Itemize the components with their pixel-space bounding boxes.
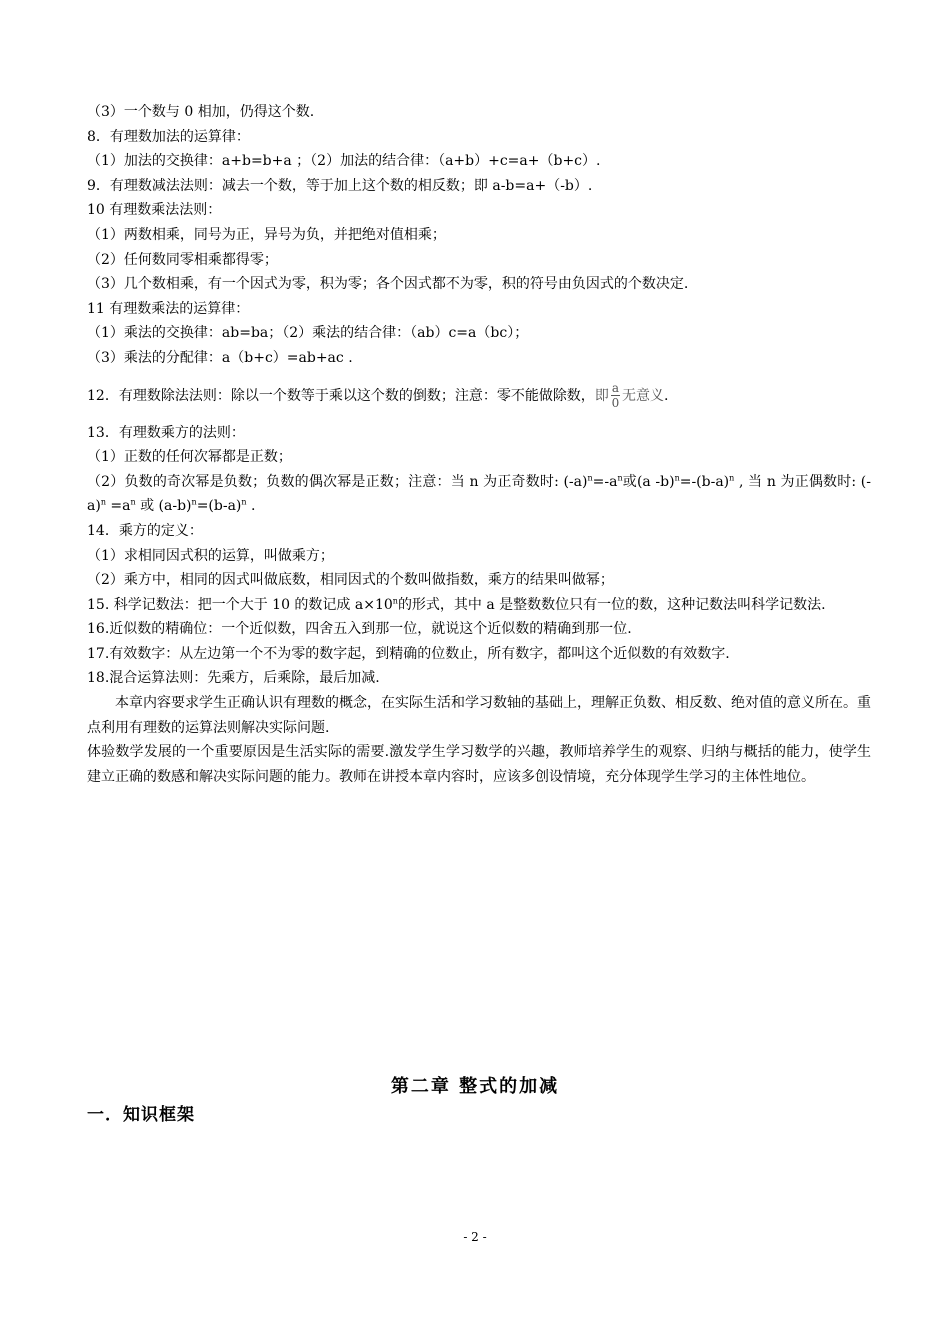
scientific-notation-rule [87,593,871,618]
division-rule-end: . [663,387,669,404]
text-line: 11 有理数乘法的运算律： [87,300,250,317]
exponent: n [674,473,680,483]
text-line: （1）正数的任何次幂都是正数； [87,449,292,466]
division-rule-line [87,371,871,421]
text-line: 17.有效数字：从左边第一个不为零的数字起，到精确的位数止，所有数字，都叫这个近似数的有效数字. [87,645,730,662]
fraction-denominator: 0 [611,396,620,411]
power-text: , 当 n 为正偶数时: (-a) [87,473,871,515]
text-line: 16.近似数的精确位：一个近似数，四舍五入到那一位，就说这个近似数的精确到那一位. [87,621,632,638]
text-line: 9．有理数减法法则：减去一个数，等于加上这个数的相反数；即 a-b=a+（-b）. [87,177,593,194]
fraction-numerator: a [611,381,619,396]
power-rule-note [87,470,871,519]
text-line: （2）乘方中，相同的因式叫做底数，相同因式的个数叫做指数，乘方的结果叫做幂； [87,572,614,589]
power-text: =-(b-a) [679,473,730,490]
text-line: （3）乘法的分配律：a（b+c）=ab+ac . [87,349,353,366]
exponent: n [587,473,593,483]
text-line: （1）乘法的交换律：ab=ba；（2）乘法的结合律：（ab）c=a（bc）； [87,325,529,342]
power-text: =a [105,498,131,515]
text-line: 10 有理数乘法法则： [87,202,222,219]
summary-paragraph: 本章内容要求学生正确认识有理数的概念，在实际生活和学习数轴的基础上，理解正负数、相反数、绝对值的意义所在。重点利用有理数的运算法则解决实际问题. [87,695,871,736]
text-line: 18.混合运算法则：先乘方，后乘除，最后加减. [87,670,380,687]
power-text: . [246,498,256,515]
power-text: 或 (a-b) [135,498,192,515]
exponent: n [392,596,398,606]
power-text: =-a [592,473,618,490]
exponent: n [100,497,106,507]
exponent: n [617,473,623,483]
page-content [87,100,871,789]
division-rule-text: 12．有理数除法法则：除以一个数等于乘以这个数的倒数；注意：零不能做除数， [87,387,595,404]
section-heading: 一．知识框架 [87,1105,195,1125]
fraction-a-over-0 [611,381,620,410]
page-number: - 2 - [463,1230,487,1244]
text-line: 8．有理数加法的运算律： [87,128,250,145]
division-note-prefix: 即 [594,387,609,404]
power-text: 或(a -b) [622,473,675,490]
power-text: =(b-a) [196,498,242,515]
text-line: （1）求相同因式积的运算，叫做乘方； [87,547,334,564]
chapter-title: 第二章 整式的加减 [390,1076,560,1097]
text-line: 14．乘方的定义： [87,522,203,539]
text-line: （3）几个数相乘，有一个因式为零，积为零；各个因式都不为零，积的符号由负因式的个数决定. [87,276,689,293]
division-note [594,381,664,411]
exponent: n [729,473,735,483]
power-text: （2）负数的奇次幂是负数；负数的偶次幂是正数；注意：当 n 为正奇数时: (-a) [87,473,588,490]
exponent: n [130,497,136,507]
division-note-suffix: 无意义 [621,387,664,404]
summary-paragraph: 体验数学发展的一个重要原因是生活实际的需要.激发学生学习数学的兴趣，教师培养学生的观察、归纳与概括的能力，使学生建立正确的数感和解决实际问题的能力。教师在讲授本章内容时，应该多创设情境，充分体现学生学习的主体性地位。 [87,744,871,785]
text-line: （3）一个数与 0 相加，仍得这个数. [87,104,315,120]
text-line: 13．有理数乘方的法则： [87,424,245,441]
text-line: （2）任何数同零相乘都得零； [87,251,278,268]
exponent: n [191,497,197,507]
text-line: （1）加法的交换律：a+b=b+a ；（2）加法的结合律：（a+b）+c=a+（b+c）. [87,153,601,170]
rule-text: 15. 科学记数法：把一个大于 10 的数记成 a×10 [87,596,393,613]
text-line: （1）两数相乘，同号为正，异号为负，并把绝对值相乘； [87,226,446,243]
rule-text: 的形式，其中 a 是整数数位只有一位的数，这种记数法叫科学记数法. [397,596,826,613]
exponent: n [241,497,247,507]
